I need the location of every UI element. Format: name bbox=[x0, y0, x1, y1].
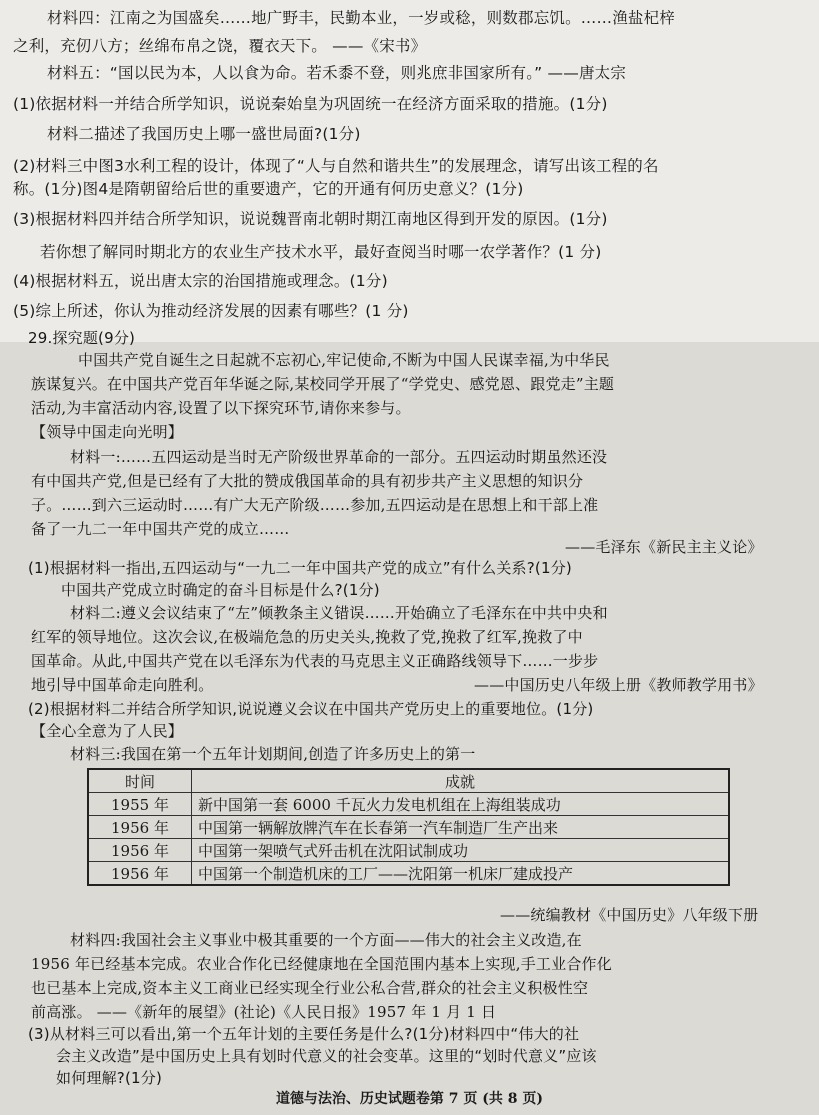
table-cell-achievement: 中国第一辆解放牌汽车在长春第一汽车制造厂生产出来 bbox=[192, 816, 730, 839]
question-29-1-line-1: (1)根据材料一指出,五四运动与“一九二一年中国共产党的成立”有什么关系?(1分) bbox=[28, 559, 572, 577]
material-2-line-2: 红军的领导地位。这次会议,在极端危急的历史关头,挽救了党,挽救了红军,挽救了中 bbox=[31, 628, 583, 646]
intro-line-2: 族谋复兴。在中国共产党百年华诞之际,某校同学开展了“学党史、感党恩、跟党走”主题 bbox=[31, 375, 615, 393]
table-cell-achievement: 中国第一架喷气式歼击机在沈阳试制成功 bbox=[192, 839, 730, 862]
material-4b-line-4: 前高涨。 ——《新年的展望》(社论)《人民日报》1957 年 1 月 1 日 bbox=[31, 1003, 497, 1021]
material-4-line-1: 材料四：江南之为国盛矣……地广野丰，民勤本业，一岁或稔，则数郡忘饥。……渔盐杞梓 bbox=[47, 9, 676, 27]
table-cell-achievement: 新中国第一套 6000 千瓦火力发电机组在上海组装成功 bbox=[192, 793, 730, 816]
material-1-line-1: 材料一:……五四运动是当时无产阶级世界革命的一部分。五四运动时期虽然还没 bbox=[70, 448, 608, 466]
question-29-3-line-3: 如何理解?(1分) bbox=[56, 1069, 163, 1087]
table-cell-year: 1956 年 bbox=[88, 862, 192, 886]
table-header-row bbox=[88, 769, 729, 793]
table-cell-year: 1955 年 bbox=[88, 793, 192, 816]
questions-continued-section bbox=[0, 0, 819, 342]
table-row bbox=[88, 839, 729, 862]
material-5: 材料五：“国以民为本，人以食为命。若禾黍不登，则兆庶非国家所有。” ——唐太宗 bbox=[47, 64, 627, 82]
table-cell-year: 1956 年 bbox=[88, 839, 192, 862]
section-heading-serve-people: 【全心全意为了人民】 bbox=[31, 722, 184, 740]
question-29-heading: 29.探究题(9分) bbox=[28, 329, 136, 347]
question-1-b: 材料二描述了我国历史上哪一盛世局面?(1分) bbox=[47, 125, 361, 143]
question-29-2: (2)根据材料二并结合所学知识,说说遵义会议在中国共产党历史上的重要地位。(1分) bbox=[28, 700, 594, 718]
intro-line-1: 中国共产党自诞生之日起就不忘初心,牢记使命,不断为中国人民谋幸福,为中华民 bbox=[78, 351, 610, 369]
intro-line-3: 活动,为丰富活动内容,设置了以下探究环节,请你来参与。 bbox=[31, 399, 411, 417]
section-heading-lead-china: 【领导中国走向光明】 bbox=[31, 423, 184, 441]
question-2-line-1: (2)材料三中图3水利工程的设计，体现了“人与自然和谐共生”的发展理念，请写出该工程的名 bbox=[13, 157, 659, 175]
question-2-line-2: 称。(1分)图4是隋朝留给后世的重要遗产，它的开通有何历史意义？(1分) bbox=[13, 180, 524, 198]
question-1: (1)依据材料一并结合所学知识，说说秦始皇为巩固统一在经济方面采取的措施。(1分) bbox=[13, 95, 608, 113]
table-cell-year: 1956 年 bbox=[88, 816, 192, 839]
table-cell-achievement: 中国第一个制造机床的工厂——沈阳第一机床厂建成投产 bbox=[192, 862, 730, 886]
material-1-line-3: 子。……到六三运动时……有广大无产阶级……参加,五四运动是在思想上和干部上准 bbox=[31, 496, 599, 514]
column-header-time: 时间 bbox=[88, 769, 192, 793]
material-3-intro: 材料三:我国在第一个五年计划期间,创造了许多历史上的第一 bbox=[70, 745, 476, 763]
material-2-line-1: 材料二:遵义会议结束了“左”倾教条主义错误……开始确立了毛泽东在中共中央和 bbox=[70, 604, 608, 622]
material-1-source: ——毛泽东《新民主主义论》 bbox=[565, 538, 763, 556]
material-4-line-2: 之利，充仞八方；丝绵布帛之饶，覆衣天下。 ——《宋书》 bbox=[13, 37, 427, 55]
page-footer: 道德与法治、历史试题卷第 7 页 (共 8 页) bbox=[275, 1091, 544, 1107]
table-row bbox=[88, 816, 729, 839]
column-header-achievement: 成就 bbox=[192, 769, 730, 793]
table-row bbox=[88, 862, 729, 886]
material-4b-line-1: 材料四:我国社会主义事业中极其重要的一个方面——伟大的社会主义改造,在 bbox=[70, 931, 582, 949]
material-1-line-2: 有中国共产党,但是已经有了大批的赞成俄国革命的具有初步共产主义思想的知识分 bbox=[31, 472, 584, 490]
material-2-line-4: 地引导中国革命走向胜利。 bbox=[31, 676, 214, 694]
question-29-3-line-2: 会主义改造”是中国历史上具有划时代意义的社会变革。这里的“划时代意义”应该 bbox=[56, 1047, 597, 1065]
table-source: ——统编教材《中国历史》八年级下册 bbox=[500, 906, 759, 924]
question-5: (5)综上所述，你认为推动经济发展的因素有哪些？(1 分) bbox=[13, 302, 409, 320]
material-2-line-3: 国革命。从此,中国共产党在以毛泽东为代表的马克思主义正确路线领导下……一步步 bbox=[31, 652, 599, 670]
material-1-line-4: 备了一九二一年中国共产党的成立…… bbox=[31, 520, 290, 538]
achievements-table bbox=[87, 768, 730, 886]
table-row bbox=[88, 793, 729, 816]
material-4b-line-2: 1956 年已经基本完成。农业合作化已经健康地在全国范围内基本上实现,手工业合作化 bbox=[31, 955, 612, 973]
material-4b-line-3: 也已基本上完成,资本主义工商业已经实现全行业公私合营,群众的社会主义积极性空 bbox=[31, 979, 589, 997]
question-3: (3)根据材料四并结合所学知识，说说魏晋南北朝时期江南地区得到开发的原因。(1分) bbox=[13, 210, 608, 228]
question-3-b: 若你想了解同时期北方的农业生产技术水平，最好查阅当时哪一农学著作？(1 分) bbox=[40, 243, 602, 261]
question-4: (4)根据材料五，说出唐太宗的治国措施或理念。(1分) bbox=[13, 272, 388, 290]
question-29-3-line-1: (3)从材料三可以看出,第一个五年计划的主要任务是什么?(1分)材料四中“伟大的社 bbox=[28, 1025, 580, 1043]
question-29-1-line-2: 中国共产党成立时确定的奋斗目标是什么?(1分) bbox=[61, 581, 380, 599]
material-2-source: ——中国历史八年级上册《教师教学用书》 bbox=[474, 676, 763, 694]
